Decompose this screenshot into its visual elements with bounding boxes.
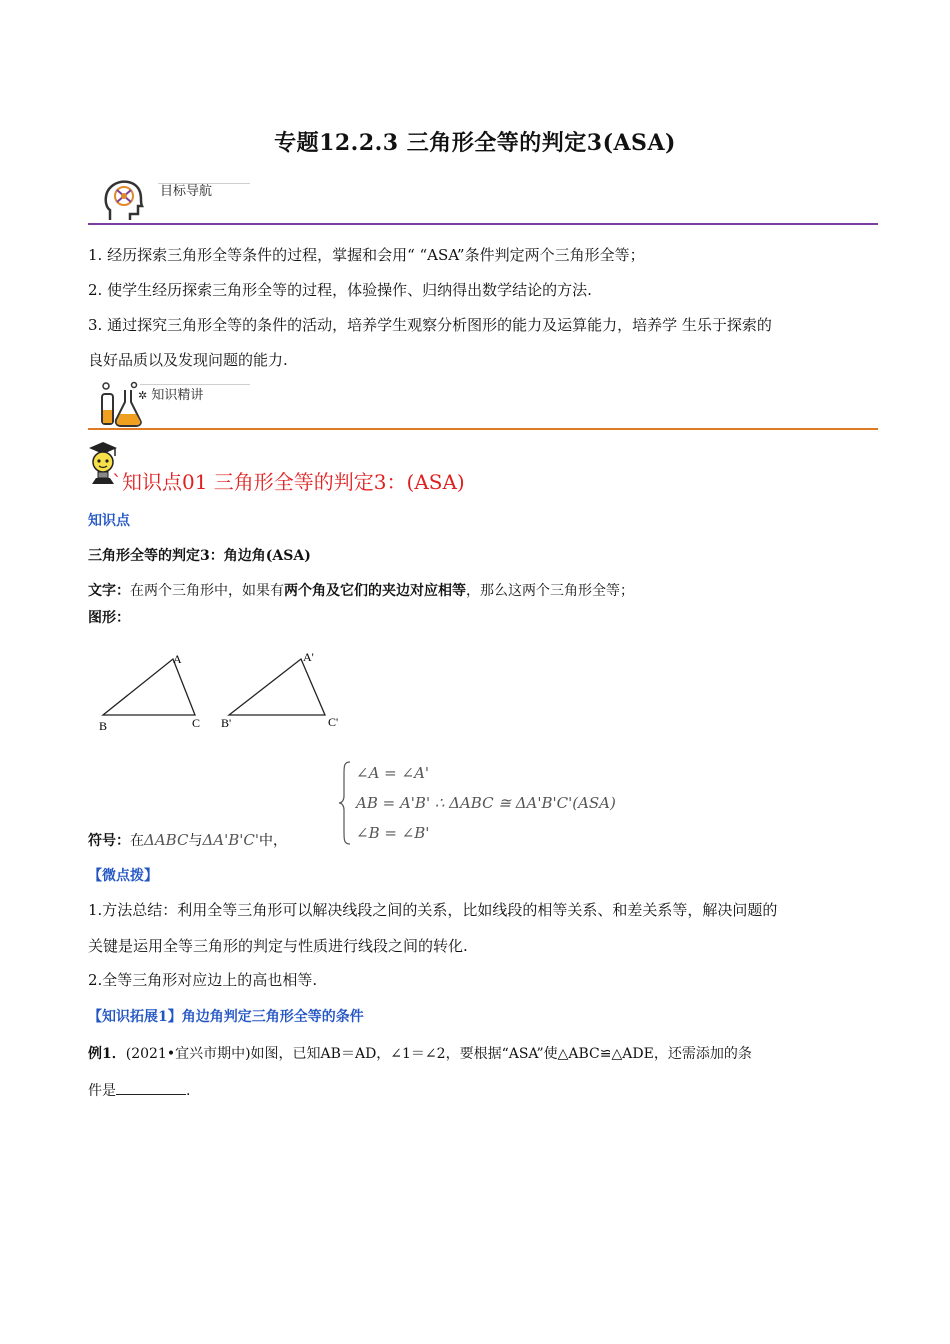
answer-blank[interactable] (116, 1080, 186, 1095)
symbol-label: 符号： (88, 833, 130, 849)
knowledge-subheading: 知识点 (88, 513, 130, 529)
vertex-label-a-prime: A' (303, 650, 314, 664)
knowledge-label-text: 知识精讲 (151, 388, 204, 403)
condition-side-ab: AB = A'B' ∴ ΔABC ≅ ΔA'B'C'(ASA) (356, 794, 616, 812)
extension-heading: 【知识拓展1】角边角判定三角形全等的条件 (88, 1009, 364, 1025)
goal-item: 1. 经历探索三角形全等条件的过程，掌握和会用“ “ASA”条件判定两个三角形全等； (88, 246, 645, 264)
text-before: 在两个三角形中，如果有 (130, 583, 284, 599)
triangle-figures (95, 645, 355, 740)
text-label: 文字： (88, 583, 130, 599)
kp-title-text: 知识点01 三角形全等的判定3：(ASA) (122, 470, 465, 494)
goals-label: 目标导航 (160, 184, 213, 199)
tri-abc: ΔABC (144, 831, 189, 849)
goal-item: 良好品质以及发现问题的能力. (88, 351, 288, 369)
knowledge-label-underline (140, 384, 250, 385)
example-label: 例1． (88, 1046, 126, 1062)
brain-icon (100, 176, 148, 224)
knowledge-divider (88, 428, 878, 430)
knowledge-point-title (112, 466, 465, 495)
kp-title-mark: ` (112, 470, 122, 494)
vertex-label-c: C (192, 716, 201, 730)
rule-text (88, 580, 634, 600)
symbol-in: 在 (130, 833, 144, 849)
goals-divider (88, 223, 878, 225)
condition-angle-b: ∠B = ∠B' (356, 824, 430, 842)
condition-angle-a: ∠A = ∠A' (356, 764, 430, 782)
example-line-1 (88, 1043, 752, 1063)
tip-item: 2.全等三角形对应边上的高也相等. (88, 971, 318, 989)
figure-label: 图形： (88, 610, 130, 626)
vertex-label-b-prime: B' (221, 716, 232, 730)
goal-item: 2. 使学生经历探索三角形全等的过程，体验操作、归纳得出数学结论的方法. (88, 281, 592, 299)
example-prefix: 件是 (88, 1083, 116, 1099)
symbol-and: 与 (188, 833, 203, 849)
goal-item: 3. 通过探究三角形全等的条件的活动，培养学生观察分析图形的能力及运算能力，培养学 生乐于探索的 (88, 316, 772, 334)
text-after: ，那么这两个三角形全等； (466, 583, 634, 599)
symbol-mid: 中， (259, 833, 287, 849)
vertex-label-c-prime: C' (328, 715, 339, 729)
goals-label-underline (158, 183, 250, 184)
page-title: 专题12.2.3 三角形全等的判定3(ASA) (274, 130, 676, 156)
tips-heading: 【微点拨】 (88, 868, 158, 884)
tri-abc-prime: ΔA'B'C' (202, 831, 259, 849)
vertex-label-b: B (99, 719, 108, 733)
example-text: (2021•宜兴市期中)如图，已知AB＝AD，∠1＝∠2，要根据“ASA”使△ABC≌△ADE，还需添加的条 (125, 1046, 752, 1062)
tip-item: 1.方法总结：利用全等三角形可以解决线段之间的关系，比如线段的相等关系、和差关系等，解决问题的 (88, 901, 778, 919)
example-line-2 (88, 1080, 190, 1100)
left-brace (338, 760, 352, 846)
triangle-abc-prime (229, 659, 325, 715)
sparkle-icon: ✲ (138, 389, 148, 402)
symbol-line (88, 830, 287, 850)
knowledge-label (138, 384, 203, 403)
rule-title: 三角形全等的判定3：角边角(ASA) (88, 548, 311, 564)
vertex-label-a: A (173, 652, 182, 666)
example-suffix: . (186, 1083, 191, 1099)
triangle-abc (103, 659, 195, 715)
tip-item: 关键是运用全等三角形的判定与性质进行线段之间的转化. (88, 937, 468, 955)
text-bold: 两个角及它们的夹边对应相等 (284, 583, 466, 599)
